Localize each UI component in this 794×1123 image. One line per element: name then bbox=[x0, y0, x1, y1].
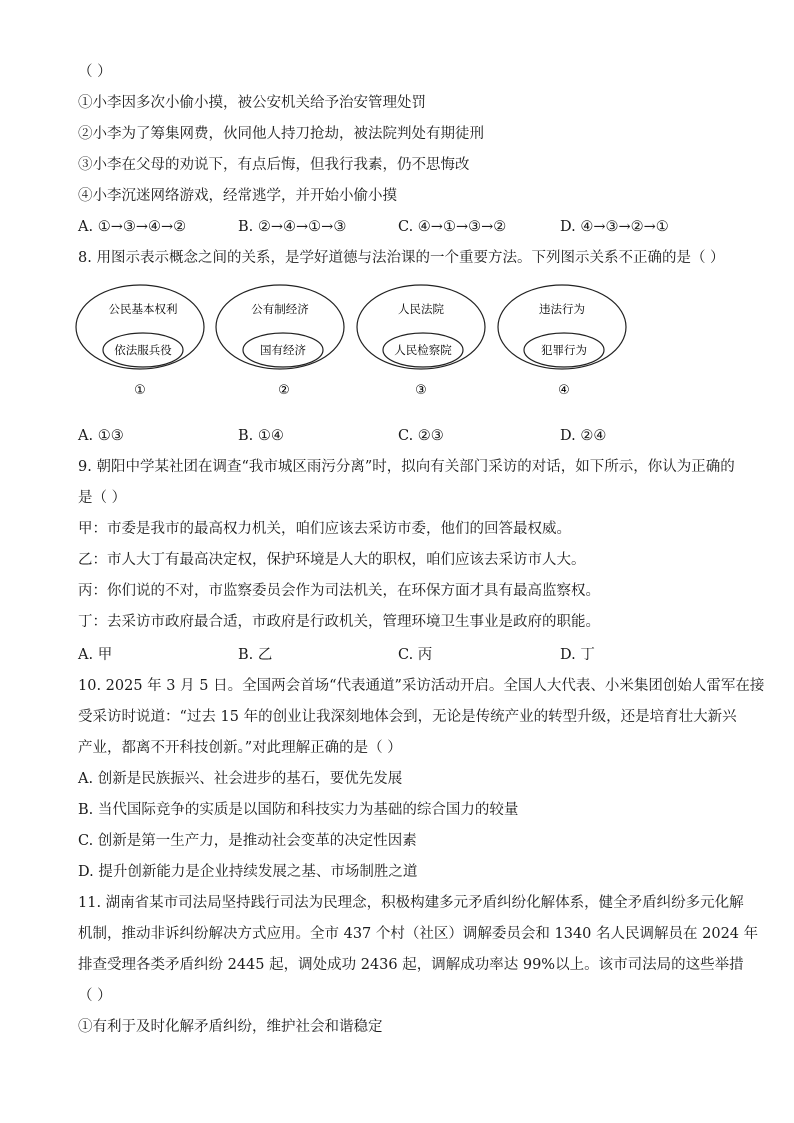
q7-option-d[interactable]: D. ④→③→②→① bbox=[560, 219, 669, 235]
diagram-1-inner-label: 依法服兵役 bbox=[114, 343, 172, 357]
q11-stem-line-3: 排查受理各类矛盾纠纷 2445 起，调处成功 2436 起，调解成功率达 99%以上。该市司法局的这些举措 bbox=[78, 957, 744, 973]
diagram-4-number: ④ bbox=[558, 383, 570, 398]
q9-option-d[interactable]: D. 丁 bbox=[560, 647, 595, 663]
q9-dialogue-ding: 丁：去采访市政府最合适，市政府是行政机关，管理环境卫生事业是政府的职能。 bbox=[78, 614, 600, 630]
diagram-3 bbox=[357, 285, 485, 398]
q8-option-b[interactable]: B. ①④ bbox=[238, 428, 284, 444]
q11-stem-line-1: 11. 湖南省某市司法局坚持践行司法为民理念，积极构建多元矛盾纠纷化解体系，健全矛盾纠纷多元化解 bbox=[78, 895, 744, 911]
q10-stem-line-2: 受采访时说道：“过去 15 年的创业让我深刻地体会到，无论是传统产业的转型升级，还是培育壮大新兴 bbox=[78, 709, 737, 725]
diagram-3-outer-label: 人民法院 bbox=[398, 302, 444, 316]
diagram-2 bbox=[216, 285, 344, 398]
q7-option-c[interactable]: C. ④→①→③→② bbox=[398, 219, 507, 235]
diagram-1-number: ① bbox=[134, 383, 146, 398]
q10-stem-line-3: 产业，都离不开科技创新。”对此理解正确的是（ ） bbox=[78, 740, 402, 756]
q10-option-a[interactable]: A. 创新是民族振兴、社会进步的基石，要优先发展 bbox=[78, 771, 403, 787]
q7-option-b[interactable]: B. ②→④→①→③ bbox=[238, 219, 347, 235]
q7-item-4: ④小李沉迷网络游戏，经常逃学，并开始小偷小摸 bbox=[78, 188, 397, 204]
diagram-2-outer-label: 公有制经济 bbox=[251, 302, 309, 316]
q7-item-1: ①小李因多次小偷小摸，被公安机关给予治安管理处罚 bbox=[78, 95, 426, 111]
q9-dialogue-bing: 丙：你们说的不对，市监察委员会作为司法机关，在环保方面才具有最高监察权。 bbox=[78, 583, 600, 599]
diagram-2-inner-label: 国有经济 bbox=[260, 343, 306, 357]
q8-option-c[interactable]: C. ②③ bbox=[398, 428, 444, 444]
diagram-3-inner-label: 人民检察院 bbox=[394, 343, 452, 357]
concept-diagrams bbox=[70, 282, 640, 402]
q11-item-1: ①有利于及时化解矛盾纠纷，维护社会和谐稳定 bbox=[78, 1019, 383, 1035]
q9-stem-line-1: 9. 朝阳中学某社团在调查“我市城区雨污分离”时，拟向有关部门采访的对话，如下所示，你认为正确的 bbox=[78, 459, 735, 475]
q9-option-b[interactable]: B. 乙 bbox=[238, 647, 273, 663]
q10-option-d[interactable]: D. 提升创新能力是企业持续发展之基、市场制胜之道 bbox=[78, 864, 418, 880]
q8-stem: 8. 用图示表示概念之间的关系，是学好道德与法治课的一个重要方法。下列图示关系不正确的是（ ） bbox=[78, 250, 725, 266]
q10-option-b[interactable]: B. 当代国际竞争的实质是以国防和科技实力为基础的综合国力的较量 bbox=[78, 802, 519, 818]
q11-stem-line-2: 机制，推动非诉纠纷解决方式应用。全市 437 个村（社区）调解委员会和 1340 名人民调解员在 2024 年 bbox=[78, 926, 759, 942]
diagram-2-number: ② bbox=[278, 383, 290, 398]
q7-item-2: ②小李为了筹集网费，伙同他人持刀抢劫，被法院判处有期徒刑 bbox=[78, 126, 484, 142]
diagram-3-number: ③ bbox=[415, 383, 427, 398]
q10-stem-line-1: 10. 2025 年 3 月 5 日。全国两会首场“代表通道”采访活动开启。全国人大代表、小米集团创始人雷军在接 bbox=[78, 678, 765, 694]
diagram-4-outer-label: 违法行为 bbox=[539, 302, 585, 316]
q10-option-c[interactable]: C. 创新是第一生产力，是推动社会变革的决定性因素 bbox=[78, 833, 417, 849]
q7-option-a[interactable]: A. ①→③→④→② bbox=[78, 219, 187, 235]
q9-option-a[interactable]: A. 甲 bbox=[78, 647, 113, 663]
q9-option-c[interactable]: C. 丙 bbox=[398, 647, 433, 663]
diagram-4-inner-label: 犯罪行为 bbox=[541, 343, 587, 357]
q7-item-3: ③小李在父母的劝说下，有点后悔，但我行我素，仍不思悔改 bbox=[78, 157, 470, 173]
q9-dialogue-jia: 甲：市委是我市的最高权力机关，咱们应该去采访市委，他们的回答最权威。 bbox=[78, 521, 571, 537]
diagram-1 bbox=[76, 285, 204, 398]
q9-dialogue-yi: 乙：市人大丁有最高决定权，保护环境是人大的职权，咱们应该去采访市人大。 bbox=[78, 552, 586, 568]
q8-option-a[interactable]: A. ①③ bbox=[78, 428, 124, 444]
q7-paren: （ ） bbox=[78, 64, 112, 80]
q9-stem-line-2: 是（ ） bbox=[78, 490, 127, 506]
diagram-4 bbox=[498, 285, 626, 398]
diagram-1-outer-label: 公民基本权利 bbox=[108, 302, 178, 316]
q11-stem-line-4: （ ） bbox=[78, 988, 112, 1004]
q8-option-d[interactable]: D. ②④ bbox=[560, 428, 607, 444]
